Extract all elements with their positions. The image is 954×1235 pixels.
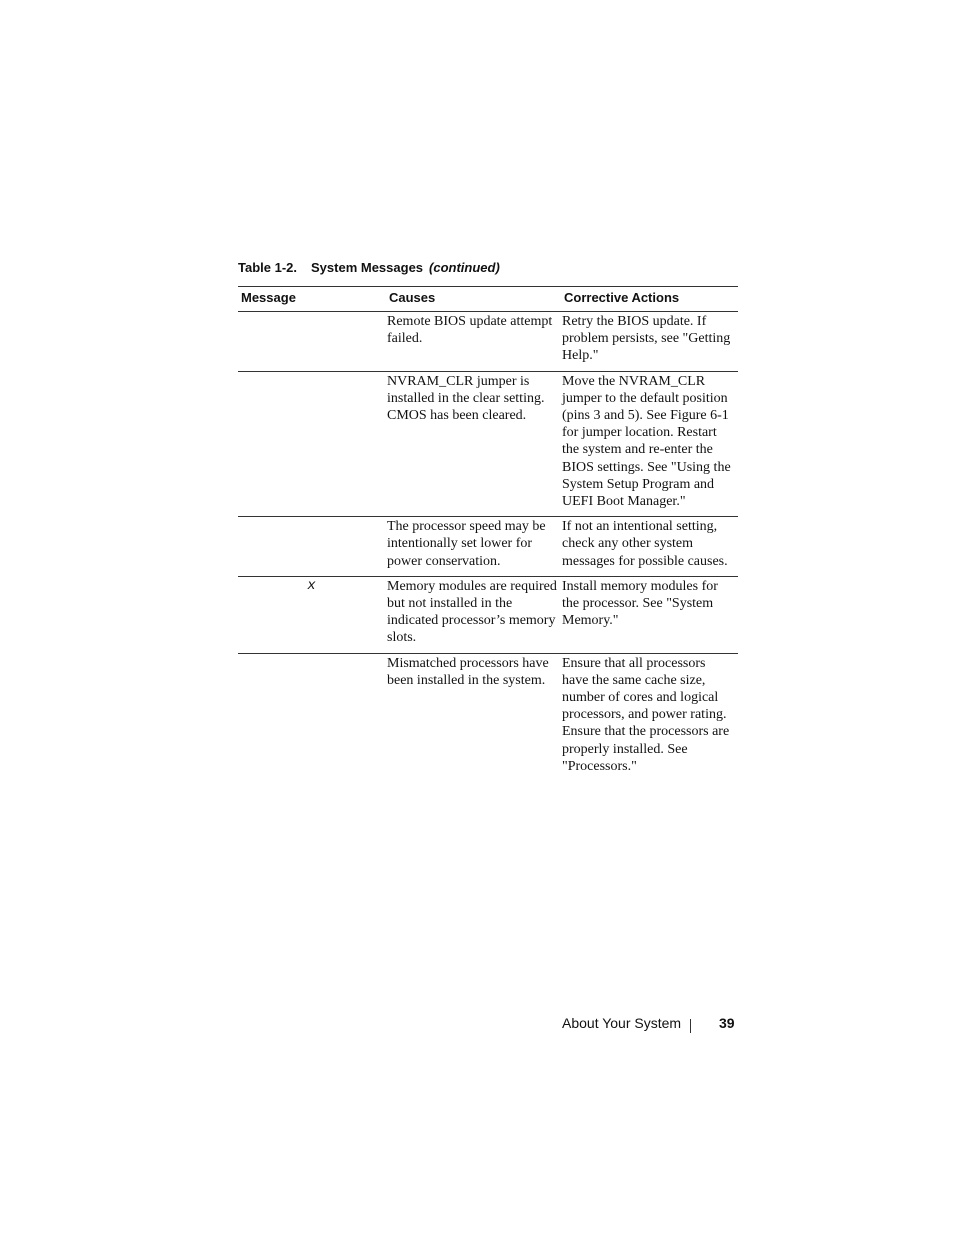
cause-cell: Remote BIOS update attempt failed. (386, 312, 561, 372)
table-caption (238, 260, 500, 275)
cause-cell: Mismatched processors have been installed in the system. (387, 655, 549, 688)
table-row (238, 371, 738, 517)
footer-separator (690, 1019, 691, 1033)
message-cell: x (238, 576, 386, 653)
action-cell: If not an intentional setting, check any other system messages for possible causes. (561, 517, 738, 577)
header-message: Message (238, 287, 386, 312)
footer-section-title: About Your System (562, 1015, 682, 1031)
table-row (238, 576, 738, 653)
message-cell (238, 371, 386, 517)
action-cell: Move the NVRAM_CLR jumper to the default position (pins 3 and 5). See Figure 6-1 for jumper location. Restart the system and re-enter the BIOS settings. See "Using the System Setup Program and UEFI Boot Manager." (561, 371, 738, 517)
table-continued: (continued) (429, 260, 500, 275)
cause-cell: The processor speed may be intentionally set lower for power conservation. (386, 517, 561, 577)
cause-cell: Memory modules are required but not installed in the indicated processor’s memory slots. (386, 576, 561, 653)
table-row (238, 312, 738, 372)
action-cell: Retry the BIOS update. If problem persists, see "Getting Help." (561, 312, 738, 372)
message-cell (238, 517, 386, 577)
header-corrective-actions: Corrective Actions (561, 287, 738, 312)
action-cell: Install memory modules for the processor. See "System Memory." (561, 576, 738, 653)
action-cell: Ensure that all processors have the same cache size, number of cores and logical processors, and power rating. Ensure that the processors are properly installed. See "Processors." (562, 655, 730, 774)
table-row (238, 517, 738, 577)
cause-cell: NVRAM_CLR jumper is installed in the clear setting. CMOS has been cleared. (386, 371, 561, 517)
table-number: Table 1-2. (238, 260, 298, 275)
message-cell (238, 312, 386, 372)
page-number: 39 (719, 1015, 735, 1031)
table-header-row (238, 287, 738, 312)
header-causes: Causes (386, 287, 561, 312)
table-title: System Messages (311, 260, 424, 275)
message-cell (238, 653, 386, 781)
table-row (238, 653, 738, 781)
system-messages-table (238, 286, 738, 781)
